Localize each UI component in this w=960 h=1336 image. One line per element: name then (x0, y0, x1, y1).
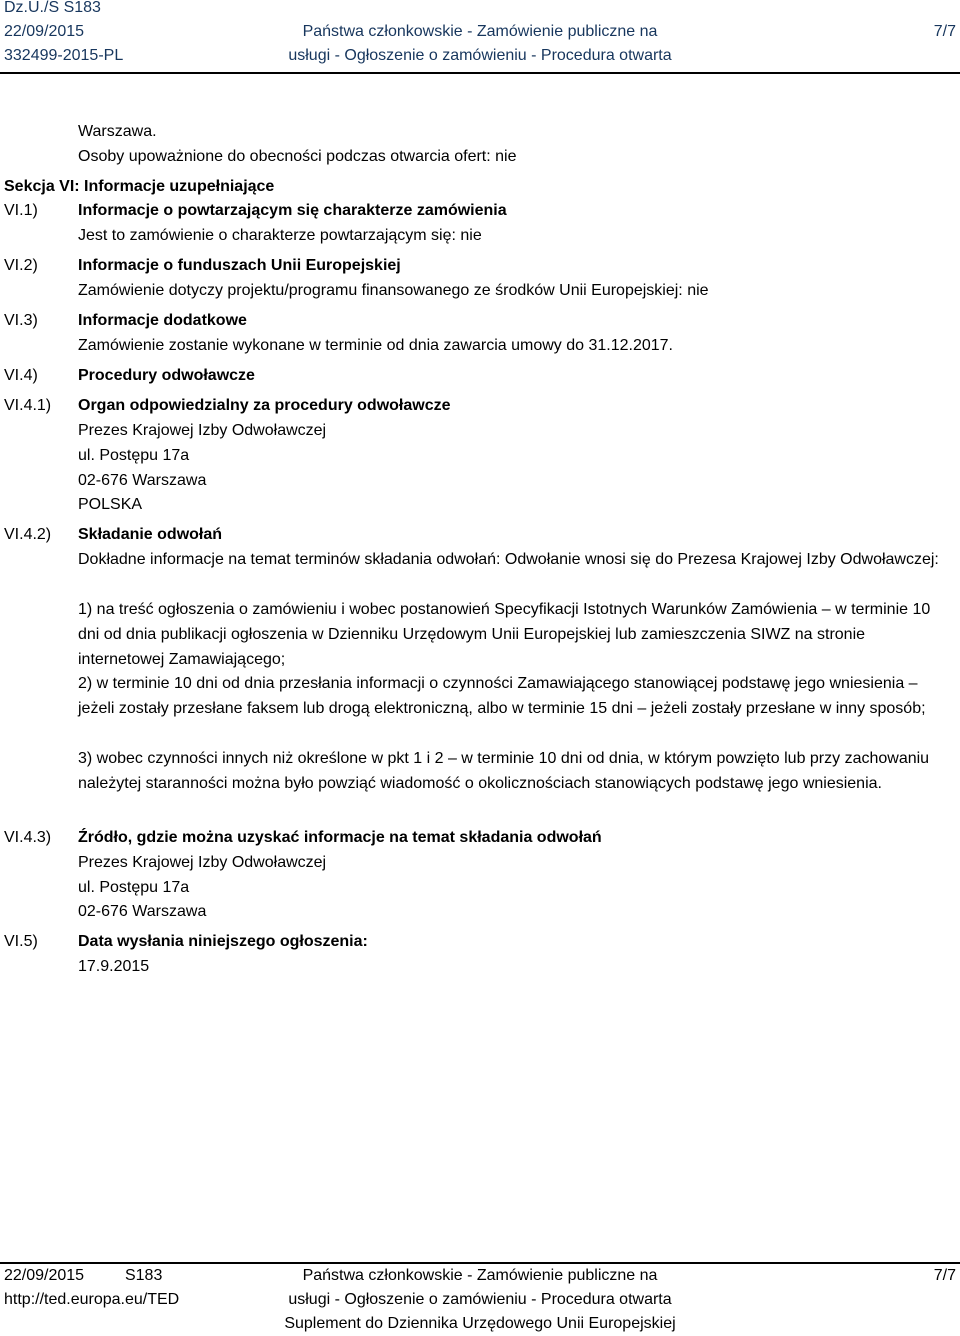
paragraph: 1) na treść ogłoszenia o zamówieniu i wobec postanowień Specyfikacji Istotnych Warunków Zamówienia – w terminie 10 dni od dnia publikacji ogłoszenia w Dzienniku Urzędowym Unii Europejskiej lub zamieszczenia SIWZ na stronie internetowej Zamawiającego; (78, 601, 931, 668)
journal-ref: Dz.U./S S183 (4, 0, 101, 16)
header-title-line1: Państwa członkowskie - Zamówienie publiczne na (302, 23, 658, 40)
notice-id: 332499-2015-PL (4, 47, 124, 64)
address-line: Prezes Krajowej Izby Odwoławczej (78, 422, 327, 439)
address-line: ul. Postępu 17a (78, 879, 190, 896)
footer-url[interactable]: http://ted.europa.eu/TED (4, 1291, 180, 1308)
subsection-title: Źródło, gdzie można uzyskać informacje na temat składania odwołań (78, 829, 602, 846)
text-line: Warszawa. (78, 123, 157, 140)
header-title-line2: usługi - Ogłoszenie o zamówieniu - Procedura otwarta (288, 47, 672, 64)
text-line: Osoby upoważnione do obecności podczas otwarcia ofert: nie (78, 148, 517, 165)
subsection-title: Informacje o funduszach Unii Europejskiej (78, 257, 401, 274)
address-line: ul. Postępu 17a (78, 447, 190, 464)
section-heading: Sekcja VI: Informacje uzupełniające (4, 178, 275, 195)
section-label: VI.1) (4, 202, 38, 219)
paragraph: 2) w terminie 10 dni od dnia przesłania informacji o czynności Zamawiającego stanowiącej podstawę jego wniesienia – jeżeli zostały przesłane faksem lub drogą elektroniczną, albo w terminie 15 dni – jeżeli zostały przesłane w inny sposób; (78, 675, 926, 717)
section-label: VI.2) (4, 257, 38, 274)
paragraph: Dokładne informacje na temat terminów składania odwołań: Odwołanie wnosi się do Prezesa Krajowej Izby Odwoławczej: (78, 551, 939, 568)
page-footer (0, 1262, 960, 1334)
subsection-title: Informacje dodatkowe (78, 312, 247, 329)
footer-center (0, 1264, 960, 1336)
subsection-title: Składanie odwołań (78, 526, 223, 543)
address-line: 02-676 Warszawa (78, 903, 207, 920)
address-line: 02-676 Warszawa (78, 472, 207, 489)
section-label: VI.5) (4, 933, 38, 950)
footer-page-number: 7/7 (933, 1267, 956, 1284)
footer-title-line3: Suplement do Dziennika Urzędowego Unii Europejskiej (284, 1315, 676, 1332)
subsection-title: Informacje o powtarzającym się charakterze zamówienia (78, 202, 507, 219)
footer-code: S183 (124, 1267, 163, 1284)
section-label: VI.4.3) (4, 829, 52, 846)
subsection-title: Procedury odwoławcze (78, 367, 255, 384)
header-center (0, 20, 960, 68)
subsection-title: Data wysłania niniejszego ogłoszenia: (78, 933, 368, 950)
section-label: VI.4.1) (4, 397, 52, 414)
header-date: 22/09/2015 (4, 23, 85, 40)
dispatch-date: 17.9.2015 (78, 958, 150, 975)
footer-date: 22/09/2015 (4, 1267, 85, 1284)
section-label: VI.3) (4, 312, 38, 329)
address-line: Prezes Krajowej Izby Odwoławczej (78, 854, 327, 871)
page-header (0, 0, 960, 76)
section-label: VI.4.2) (4, 526, 52, 543)
text-line: Zamówienie dotyczy projektu/programu finansowanego ze środków Unii Europejskiej: nie (78, 282, 709, 299)
subsection-title: Organ odpowiedzialny za procedury odwoławcze (78, 397, 451, 414)
text-line: Jest to zamówienie o charakterze powtarzającym się: nie (78, 227, 482, 244)
footer-title-line1: Państwa członkowskie - Zamówienie publiczne na (302, 1267, 658, 1284)
header-rule (0, 72, 960, 74)
address-line: POLSKA (78, 496, 143, 513)
text-line: Zamówienie zostanie wykonane w terminie od dnia zawarcia umowy do 31.12.2017. (78, 337, 673, 354)
footer-title-line2: usługi - Ogłoszenie o zamówieniu - Procedura otwarta (288, 1291, 672, 1308)
header-page-number: 7/7 (933, 23, 956, 40)
paragraph: 3) wobec czynności innych niż określone w pkt 1 i 2 – w terminie 10 dni od dnia, w którym powzięto lub przy zachowaniu należytej staranności można było powziąć wiadomość o okolicznościach stanowiących podstawę jego wniesienia. (78, 750, 930, 792)
section-label: VI.4) (4, 367, 38, 384)
